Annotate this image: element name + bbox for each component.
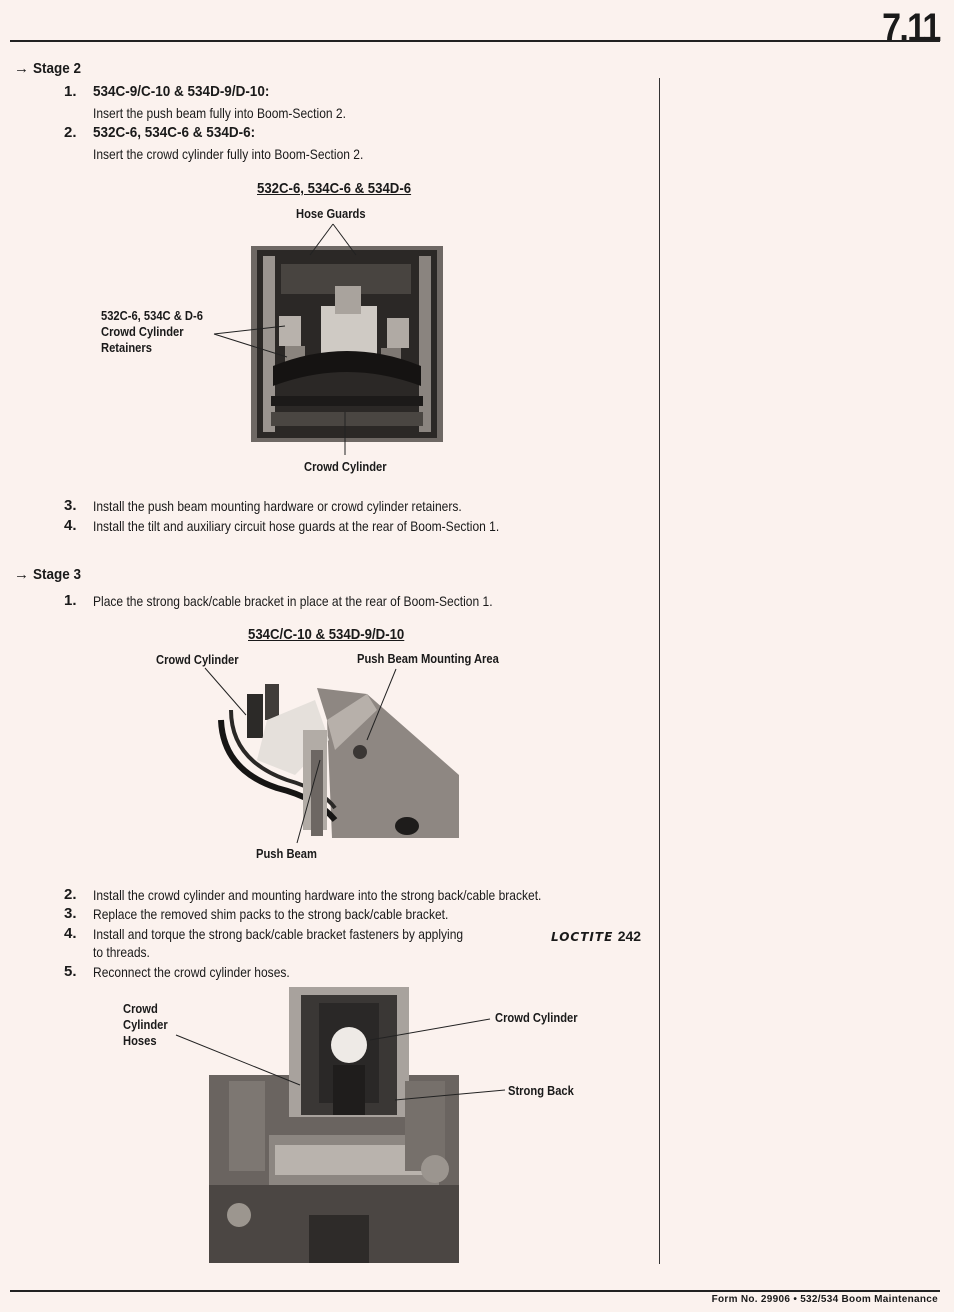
item-text: to threads. — [93, 944, 150, 960]
label-retainers-2: Crowd Cylinder — [101, 324, 184, 339]
item-number: 1. — [64, 83, 77, 100]
page-number: 7.11 — [882, 6, 940, 50]
stage2-heading: → Stage 2 — [14, 60, 82, 77]
label-strong-back: Strong Back — [508, 1083, 574, 1098]
figure2-photo — [217, 680, 459, 838]
label-crowd-cylinder: Crowd Cylinder — [495, 1010, 578, 1025]
column-divider — [659, 78, 660, 1264]
item-text: Place the strong back/cable bracket in place at the rear of Boom-Section 1. — [93, 593, 493, 609]
item-title: 534C-9/C-10 & 534D-9/D-10: — [93, 83, 270, 100]
figure1-caption: 532C-6, 534C-6 & 534D-6 — [257, 180, 412, 197]
arrow-right-icon: → — [14, 60, 29, 77]
label-crowd-cylinder: Crowd Cylinder — [156, 652, 239, 667]
item-number: 3. — [64, 905, 77, 922]
item-title: 532C-6, 534C-6 & 534D-6: — [93, 124, 256, 141]
label-hoses-2: Cylinder — [123, 1017, 168, 1032]
loctite-brand — [551, 928, 641, 946]
item-text: Reconnect the crowd cylinder hoses. — [93, 964, 290, 980]
item-text: Install the crowd cylinder and mounting hardware into the strong back/cable bracket. — [93, 887, 542, 903]
item-number: 3. — [64, 497, 77, 514]
item-text: Install the tilt and auxiliary circuit hose guards at the rear of Boom-Section 1. — [93, 518, 500, 534]
label-push-beam-mounting-area: Push Beam Mounting Area — [357, 651, 499, 666]
footer-text: Form No. 29906 • 532/534 Boom Maintenance — [711, 1294, 938, 1305]
figure3-photo — [209, 985, 459, 1263]
arrow-right-icon: → — [14, 566, 29, 583]
item-number: 2. — [64, 124, 77, 141]
figure1-photo — [251, 246, 443, 442]
item-text: Insert the crowd cylinder fully into Boom-Section 2. — [93, 146, 364, 162]
label-crowd-cylinder: Crowd Cylinder — [304, 459, 387, 474]
figure2-caption: 534C/C-10 & 534D-9/D-10 — [248, 626, 405, 643]
item-number: 2. — [64, 886, 77, 903]
label-retainers-3: Retainers — [101, 340, 152, 355]
item-text: Install and torque the strong back/cable bracket fasteners by applying — [93, 926, 464, 942]
label-push-beam: Push Beam — [256, 846, 317, 861]
item-number: 4. — [64, 517, 77, 534]
loctite-number: 242 — [617, 928, 642, 944]
item-text: Insert the push beam fully into Boom-Section 2. — [93, 105, 346, 121]
header-rule — [10, 40, 940, 42]
label-hose-guards: Hose Guards — [296, 206, 366, 221]
item-number: 5. — [64, 963, 77, 980]
loctite-logo: LOCTITE — [551, 930, 614, 944]
label-hoses-3: Hoses — [123, 1033, 157, 1048]
item-text: Replace the removed shim packs to the strong back/cable bracket. — [93, 906, 449, 922]
item-number: 4. — [64, 925, 77, 942]
stage3-heading: → Stage 3 — [14, 566, 82, 583]
footer-rule — [10, 1290, 940, 1292]
label-hoses-1: Crowd — [123, 1001, 158, 1016]
item-number: 1. — [64, 592, 77, 609]
label-retainers-1: 532C-6, 534C & D-6 — [101, 308, 203, 323]
item-text: Install the push beam mounting hardware or crowd cylinder retainers. — [93, 498, 462, 514]
